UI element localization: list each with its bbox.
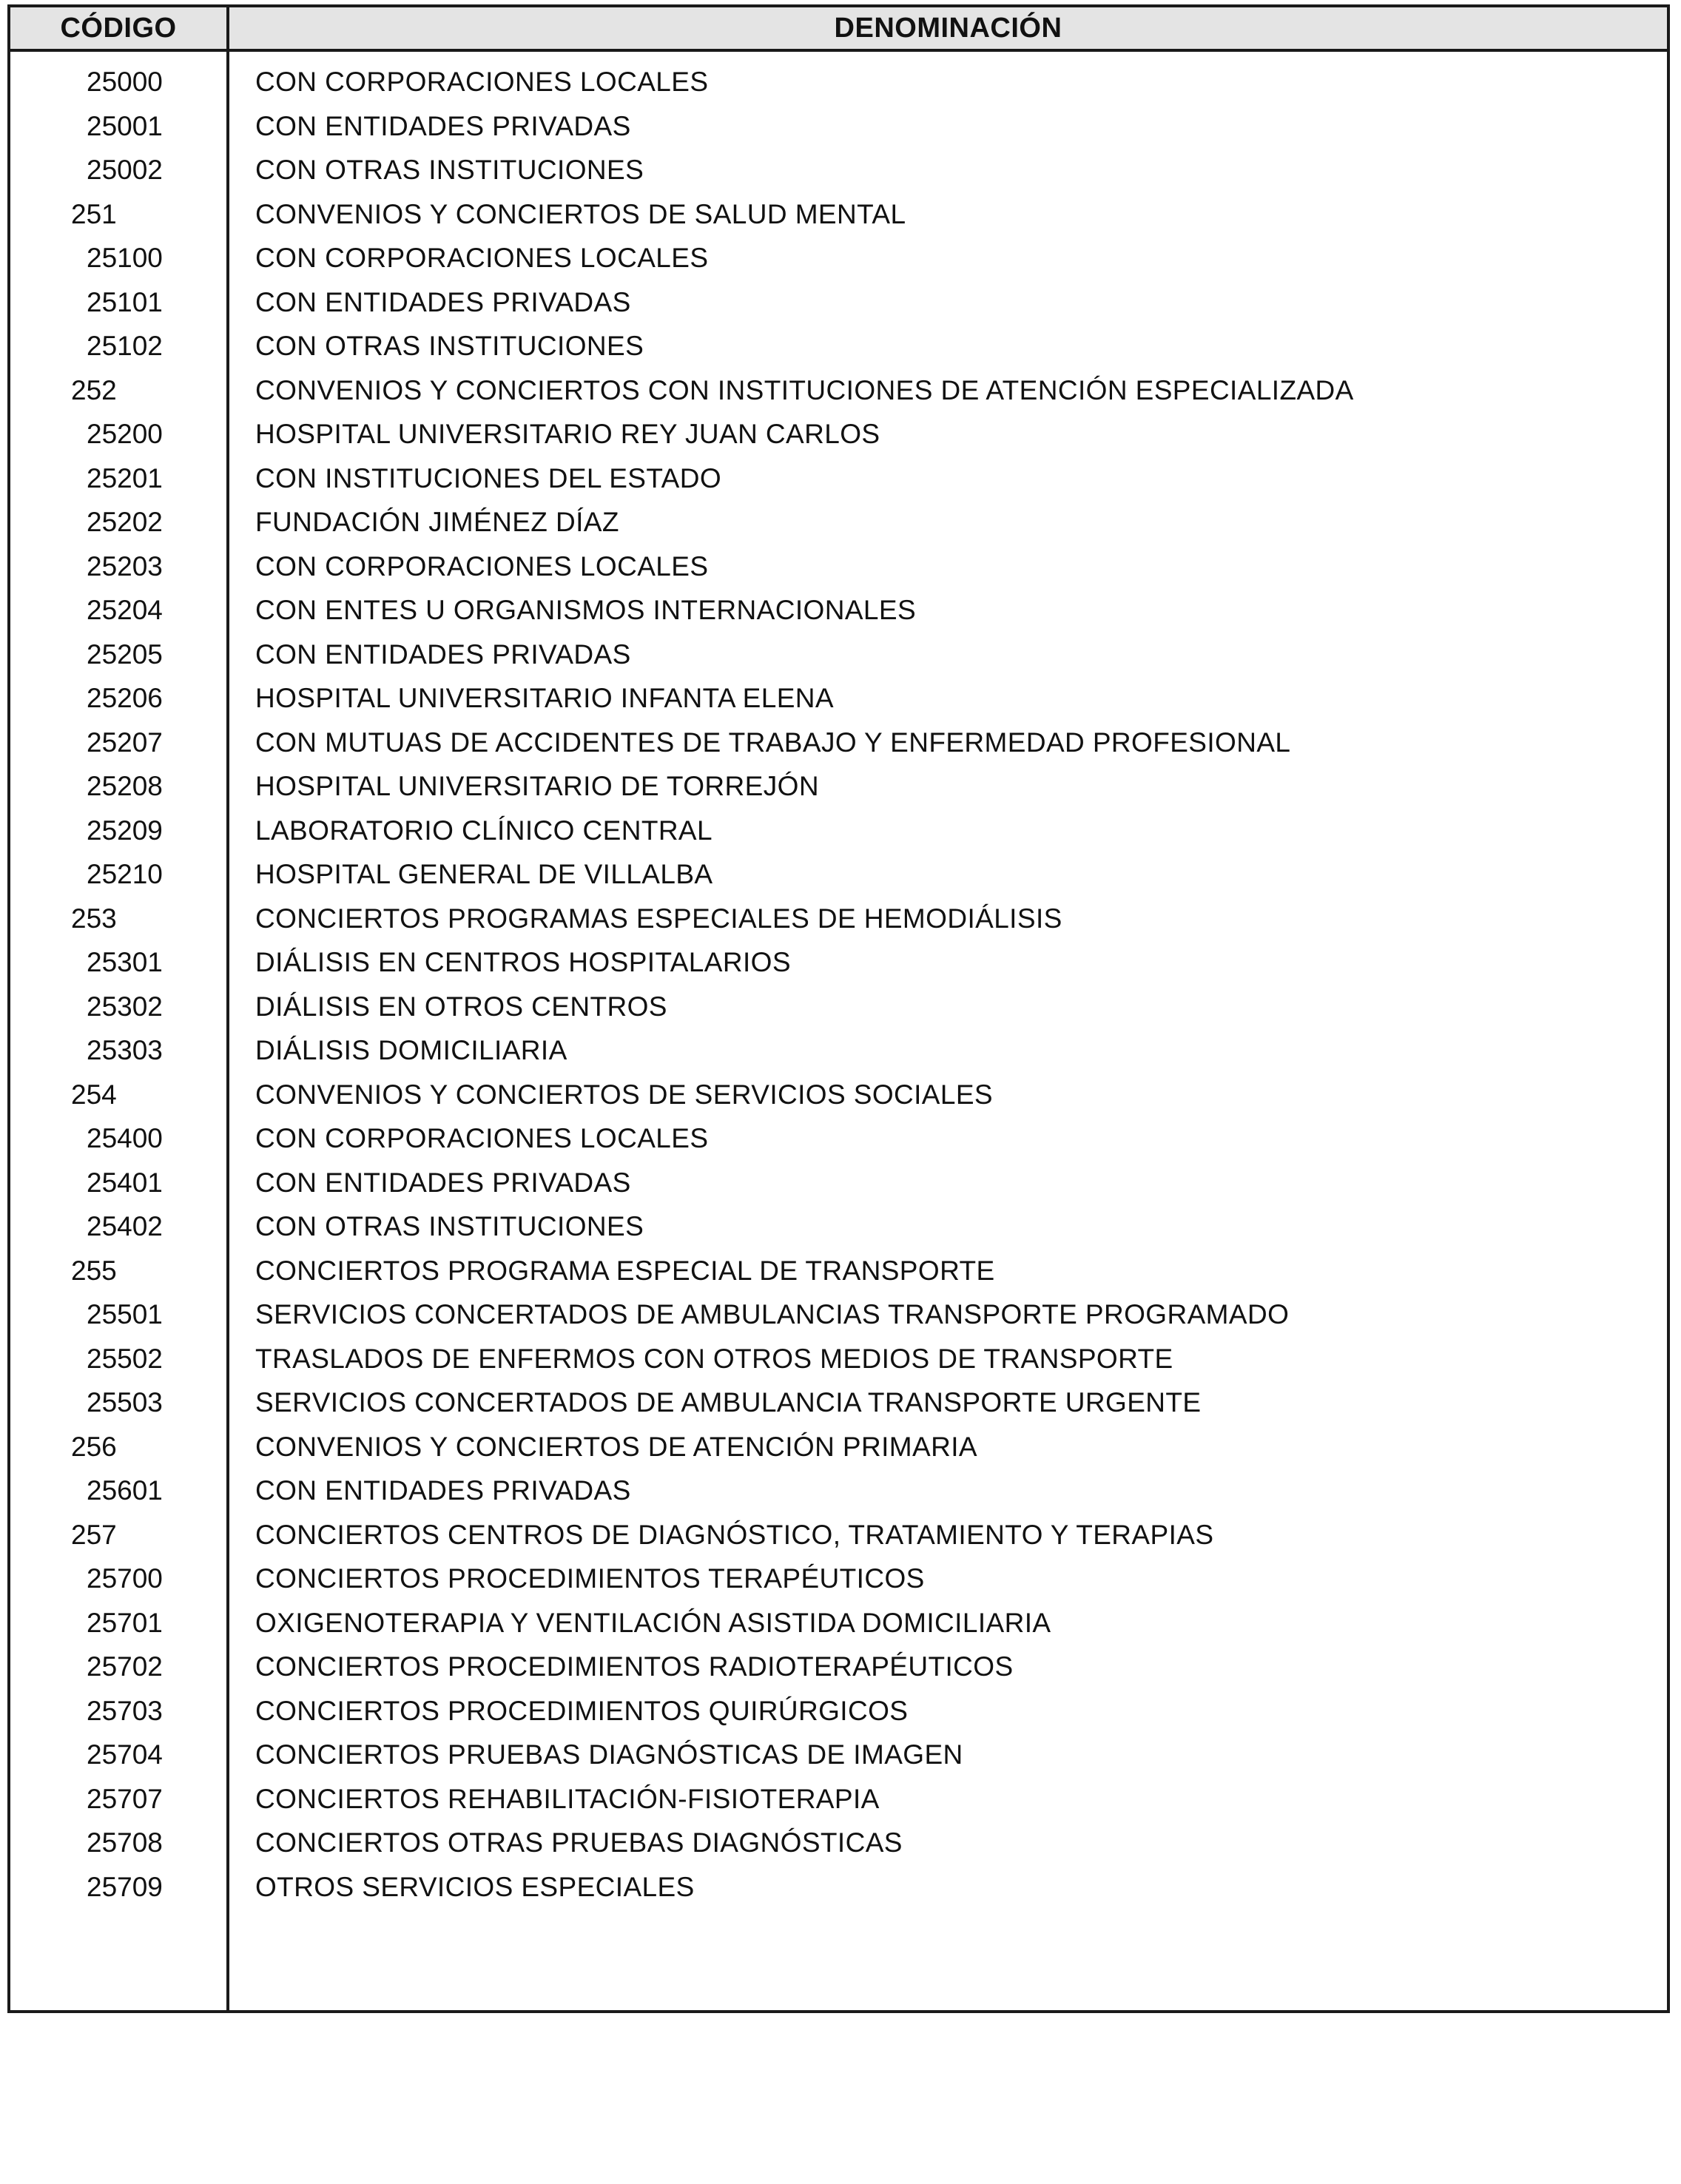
table-row [10, 375, 1667, 419]
row-code: 25302 [87, 991, 163, 1022]
row-code: 25204 [87, 595, 163, 625]
row-code: 25102 [87, 331, 163, 361]
table-row [10, 199, 1667, 243]
row-name: CONCIERTOS PROCEDIMIENTOS QUIRÚRGICOS [255, 1695, 909, 1726]
row-code: 25208 [87, 771, 163, 801]
table-row [10, 1739, 1667, 1784]
table-row [10, 287, 1667, 331]
row-code: 25401 [87, 1167, 163, 1198]
row-name: CON ENTIDADES PRIVADAS [255, 638, 631, 670]
table-row [10, 1872, 1667, 1916]
row-code: 254 [71, 1079, 117, 1110]
table-row [10, 1167, 1667, 1212]
row-name: CONVENIOS Y CONCIERTOS DE SALUD MENTAL [255, 198, 906, 229]
table-row [10, 727, 1667, 772]
table-row [10, 859, 1667, 903]
row-code: 25203 [87, 550, 163, 582]
table-row [10, 1211, 1667, 1256]
row-name: TRASLADOS DE ENFERMOS CON OTROS MEDIOS DE TRANSPORTE [255, 1343, 1173, 1374]
row-name: CON CORPORACIONES LOCALES [255, 550, 709, 582]
row-name: CONCIERTOS PROGRAMA ESPECIAL DE TRANSPORTE [255, 1255, 995, 1286]
row-name: CONCIERTOS PRUEBAS DIAGNÓSTICAS DE IMAGEN [255, 1739, 963, 1770]
row-code: 25501 [87, 1299, 163, 1329]
row-code: 25701 [87, 1607, 163, 1638]
row-name: CON ENTIDADES PRIVADAS [255, 110, 631, 141]
row-code: 25303 [87, 1035, 163, 1065]
table-body [10, 67, 1667, 1915]
row-name: CONVENIOS Y CONCIERTOS CON INSTITUCIONES DE ATENCIÓN ESPECIALIZADA [255, 374, 1354, 405]
column-header-code: CÓDIGO [60, 13, 177, 44]
row-name: DIÁLISIS DOMICILIARIA [255, 1035, 567, 1065]
row-code: 25202 [87, 507, 163, 537]
row-name: CON OTRAS INSTITUCIONES [255, 1211, 644, 1241]
row-name: CONCIERTOS PROGRAMAS ESPECIALES DE HEMODIÁLISIS [255, 903, 1062, 934]
row-name: HOSPITAL UNIVERSITARIO DE TORREJÓN [255, 771, 819, 801]
row-name: CON ENTES U ORGANISMOS INTERNACIONALES [255, 595, 917, 625]
table-row [10, 1079, 1667, 1124]
row-code: 25702 [87, 1651, 163, 1682]
table-row [10, 1784, 1667, 1828]
row-name: CONVENIOS Y CONCIERTOS DE SERVICIOS SOCIALES [255, 1079, 994, 1110]
table-row [10, 815, 1667, 860]
row-code: 25703 [87, 1695, 163, 1726]
row-name: CON ENTIDADES PRIVADAS [255, 286, 631, 317]
row-code: 253 [71, 903, 117, 934]
row-code: 25201 [87, 462, 163, 493]
table-row [10, 1475, 1667, 1520]
row-name: CON CORPORACIONES LOCALES [255, 243, 709, 273]
row-code: 252 [71, 374, 117, 405]
row-name: CONCIERTOS OTRAS PRUEBAS DIAGNÓSTICAS [255, 1827, 903, 1858]
table-row [10, 1299, 1667, 1344]
table-row [10, 507, 1667, 551]
table-row [10, 1827, 1667, 1872]
table-row [10, 1123, 1667, 1167]
row-code: 25001 [87, 110, 163, 141]
column-header-name: DENOMINACIÓN [834, 13, 1062, 44]
row-name: CONCIERTOS PROCEDIMIENTOS RADIOTERAPÉUTICOS [255, 1651, 1014, 1682]
row-name: CONCIERTOS CENTROS DE DIAGNÓSTICO, TRATAMIENTO Y TERAPIAS [255, 1519, 1214, 1550]
row-name: CON CORPORACIONES LOCALES [255, 1123, 709, 1153]
row-code: 251 [71, 198, 117, 229]
row-name: CON INSTITUCIONES DEL ESTADO [255, 462, 721, 493]
table-row [10, 1651, 1667, 1696]
row-code: 25301 [87, 947, 163, 977]
table-row [10, 771, 1667, 815]
row-code: 25502 [87, 1343, 163, 1374]
row-name: CON ENTIDADES PRIVADAS [255, 1475, 631, 1506]
row-name: SERVICIOS CONCERTADOS DE AMBULANCIAS TRANSPORTE PROGRAMADO [255, 1299, 1290, 1329]
row-code: 25210 [87, 859, 163, 889]
table-row [10, 595, 1667, 639]
table-row [10, 1432, 1667, 1476]
row-name: CON OTRAS INSTITUCIONES [255, 331, 644, 361]
table-row [10, 1520, 1667, 1564]
table-row [10, 1696, 1667, 1740]
table-row [10, 111, 1667, 155]
row-name: CON CORPORACIONES LOCALES [255, 67, 709, 97]
table-row [10, 331, 1667, 375]
row-code: 25503 [87, 1387, 163, 1418]
row-name: HOSPITAL UNIVERSITARIO REY JUAN CARLOS [255, 419, 880, 449]
row-code: 25205 [87, 638, 163, 670]
row-code: 25002 [87, 155, 163, 185]
row-name: LABORATORIO CLÍNICO CENTRAL [255, 815, 713, 846]
row-name: HOSPITAL UNIVERSITARIO INFANTA ELENA [255, 683, 834, 713]
row-code: 25209 [87, 815, 163, 846]
row-name: CON OTRAS INSTITUCIONES [255, 155, 644, 185]
row-name: DIÁLISIS EN CENTROS HOSPITALARIOS [255, 947, 791, 977]
row-name: CONCIERTOS REHABILITACIÓN-FISIOTERAPIA [255, 1783, 880, 1814]
row-name: OTROS SERVICIOS ESPECIALES [255, 1871, 695, 1902]
row-code: 25207 [87, 727, 163, 758]
row-code: 25709 [87, 1871, 163, 1902]
table-row [10, 1387, 1667, 1432]
row-code: 25601 [87, 1475, 163, 1506]
table-row [10, 1344, 1667, 1388]
table-row [10, 551, 1667, 596]
row-code: 25400 [87, 1123, 163, 1153]
row-name: FUNDACIÓN JIMÉNEZ DÍAZ [255, 507, 619, 537]
table-row [10, 243, 1667, 287]
row-code: 25704 [87, 1739, 163, 1770]
classification-table [7, 4, 1670, 2013]
row-code: 25206 [87, 683, 163, 713]
row-name: HOSPITAL GENERAL DE VILLALBA [255, 859, 713, 889]
table-header-row [10, 7, 1667, 52]
row-code: 25707 [87, 1783, 163, 1814]
table-row [10, 1563, 1667, 1608]
table-row [10, 903, 1667, 948]
table-row [10, 991, 1667, 1036]
table-row [10, 1256, 1667, 1300]
row-name: CON MUTUAS DE ACCIDENTES DE TRABAJO Y ENFERMEDAD PROFESIONAL [255, 727, 1291, 758]
row-code: 257 [71, 1519, 117, 1550]
row-name: SERVICIOS CONCERTADOS DE AMBULANCIA TRANSPORTE URGENTE [255, 1387, 1202, 1418]
row-name: OXIGENOTERAPIA Y VENTILACIÓN ASISTIDA DOMICILIARIA [255, 1607, 1051, 1638]
table-row [10, 639, 1667, 684]
row-code: 25100 [87, 243, 163, 273]
row-code: 25000 [87, 67, 163, 97]
row-code: 25101 [87, 286, 163, 317]
table-row [10, 683, 1667, 727]
table-row [10, 419, 1667, 463]
row-code: 25402 [87, 1211, 163, 1241]
table-row [10, 155, 1667, 199]
row-name: CON ENTIDADES PRIVADAS [255, 1167, 631, 1198]
row-name: DIÁLISIS EN OTROS CENTROS [255, 991, 667, 1022]
table-row [10, 1608, 1667, 1652]
table-row [10, 947, 1667, 991]
row-code: 25708 [87, 1827, 163, 1858]
row-code: 255 [71, 1255, 117, 1286]
row-name: CONVENIOS Y CONCIERTOS DE ATENCIÓN PRIMARIA [255, 1431, 977, 1462]
table-row [10, 463, 1667, 508]
row-code: 25700 [87, 1563, 163, 1594]
table-row [10, 1035, 1667, 1079]
row-code: 25200 [87, 419, 163, 449]
row-code: 256 [71, 1431, 117, 1462]
row-name: CONCIERTOS PROCEDIMIENTOS TERAPÉUTICOS [255, 1563, 925, 1594]
table-row [10, 67, 1667, 111]
